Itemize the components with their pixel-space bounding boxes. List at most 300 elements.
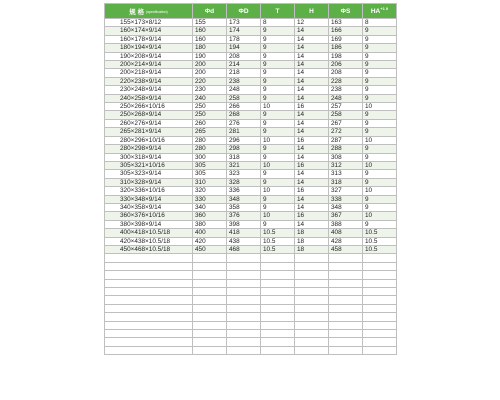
spec-cell: 250×268×9/14	[105, 111, 193, 119]
outer-diameter-header: ΦD	[227, 4, 261, 19]
outer-diameter-cell: 348	[227, 195, 261, 203]
empty-cell	[105, 279, 193, 287]
ha-cell: 9	[363, 61, 397, 69]
outer-diameter-cell: 321	[227, 161, 261, 169]
ha-cell: 10.5	[363, 237, 397, 245]
empty-cell	[295, 338, 329, 346]
empty-row	[105, 329, 397, 337]
empty-cell	[105, 313, 193, 321]
empty-cell	[329, 271, 363, 279]
table-row	[105, 195, 397, 203]
spec-cell: 155×173×8/12	[105, 19, 193, 27]
height-cell: 14	[295, 119, 329, 127]
thickness-cell: 8	[261, 19, 295, 27]
empty-cell	[261, 346, 295, 354]
table-row	[105, 220, 397, 228]
ha-cell: 10	[363, 187, 397, 195]
outer-diameter-cell: 218	[227, 69, 261, 77]
height-cell: 14	[295, 203, 329, 211]
empty-cell	[193, 313, 227, 321]
phi-s-cell: 206	[329, 61, 363, 69]
table-row	[105, 119, 397, 127]
spec-cell: 305×321×10/16	[105, 161, 193, 169]
table-row	[105, 86, 397, 94]
empty-cell	[227, 338, 261, 346]
height-cell: 14	[295, 195, 329, 203]
ha-tolerance: +1 0	[380, 6, 389, 12]
thickness-cell: 10	[261, 161, 295, 169]
outer-diameter-cell: 174	[227, 27, 261, 35]
spec-cell: 450×468×10.5/18	[105, 245, 193, 253]
empty-cell	[261, 279, 295, 287]
spec-cell: 260×276×9/14	[105, 119, 193, 127]
empty-cell	[363, 304, 397, 312]
table-row	[105, 178, 397, 186]
empty-cell	[227, 254, 261, 262]
thickness-cell: 9	[261, 61, 295, 69]
empty-cell	[295, 329, 329, 337]
outer-diameter-cell: 298	[227, 145, 261, 153]
empty-cell	[363, 262, 397, 270]
spec-cell: 280×298×9/14	[105, 145, 193, 153]
outer-diameter-cell: 173	[227, 19, 261, 27]
thickness-cell: 9	[261, 203, 295, 211]
empty-cell	[105, 329, 193, 337]
phi-s-cell: 288	[329, 145, 363, 153]
height-cell: 14	[295, 61, 329, 69]
height-cell: 16	[295, 187, 329, 195]
thickness-cell: 9	[261, 220, 295, 228]
table-row	[105, 61, 397, 69]
spec-cell: 360×376×10/16	[105, 212, 193, 220]
empty-cell	[363, 271, 397, 279]
outer-diameter-cell: 276	[227, 119, 261, 127]
thickness-header: T	[261, 4, 295, 19]
empty-cell	[261, 329, 295, 337]
empty-cell	[105, 262, 193, 270]
phi-s-cell: 327	[329, 187, 363, 195]
empty-cell	[227, 304, 261, 312]
outer-diameter-cell: 194	[227, 44, 261, 52]
spec-cell: 230×248×9/14	[105, 86, 193, 94]
phi-s-cell: 367	[329, 212, 363, 220]
inner-diameter-cell: 160	[193, 27, 227, 35]
inner-diameter-cell: 310	[193, 178, 227, 186]
table-row	[105, 229, 397, 237]
empty-cell	[329, 287, 363, 295]
empty-cell	[105, 271, 193, 279]
inner-diameter-cell: 250	[193, 111, 227, 119]
ha-cell: 9	[363, 203, 397, 211]
spec-cell: 330×348×9/14	[105, 195, 193, 203]
empty-cell	[105, 321, 193, 329]
empty-cell	[227, 346, 261, 354]
empty-row	[105, 321, 397, 329]
empty-cell	[295, 296, 329, 304]
ha-cell: 10	[363, 212, 397, 220]
height-cell: 14	[295, 77, 329, 85]
table-row	[105, 19, 397, 27]
empty-cell	[193, 254, 227, 262]
spec-cell: 200×218×9/14	[105, 69, 193, 77]
thickness-cell: 10	[261, 103, 295, 111]
empty-cell	[329, 321, 363, 329]
height-cell: 14	[295, 170, 329, 178]
table-row	[105, 212, 397, 220]
inner-diameter-cell: 265	[193, 128, 227, 136]
height-cell: 14	[295, 27, 329, 35]
empty-cell	[193, 279, 227, 287]
empty-cell	[295, 304, 329, 312]
ha-cell: 9	[363, 86, 397, 94]
height-cell: 14	[295, 220, 329, 228]
inner-diameter-cell: 280	[193, 136, 227, 144]
empty-cell	[193, 338, 227, 346]
spec-cell: 250×266×10/16	[105, 103, 193, 111]
table-row	[105, 94, 397, 102]
spec-cell: 420×438×10.5/18	[105, 237, 193, 245]
outer-diameter-cell: 208	[227, 52, 261, 60]
empty-cell	[329, 296, 363, 304]
spec-cell: 320×336×10/16	[105, 187, 193, 195]
table-row	[105, 69, 397, 77]
thickness-cell: 9	[261, 111, 295, 119]
spec-header-sub: (specification)	[146, 9, 168, 14]
table-row	[105, 128, 397, 136]
empty-cell	[261, 271, 295, 279]
spec-header	[105, 4, 193, 19]
ha-cell: 9	[363, 111, 397, 119]
outer-diameter-cell: 323	[227, 170, 261, 178]
header-row	[105, 4, 397, 19]
outer-diameter-cell: 266	[227, 103, 261, 111]
empty-cell	[261, 296, 295, 304]
spec-cell: 310×328×9/14	[105, 178, 193, 186]
outer-diameter-cell: 318	[227, 153, 261, 161]
thickness-cell: 10.5	[261, 237, 295, 245]
outer-diameter-cell: 328	[227, 178, 261, 186]
thickness-cell: 10	[261, 187, 295, 195]
thickness-cell: 10	[261, 136, 295, 144]
empty-cell	[329, 338, 363, 346]
empty-cell	[105, 338, 193, 346]
height-cell: 14	[295, 178, 329, 186]
table-row	[105, 145, 397, 153]
height-cell: 14	[295, 153, 329, 161]
empty-row	[105, 287, 397, 295]
empty-cell	[227, 287, 261, 295]
ha-cell: 9	[363, 220, 397, 228]
phi-s-cell: 169	[329, 35, 363, 43]
outer-diameter-cell: 178	[227, 35, 261, 43]
empty-cell	[363, 321, 397, 329]
empty-cell	[295, 271, 329, 279]
phi-s-cell: 248	[329, 94, 363, 102]
empty-cell	[329, 304, 363, 312]
inner-diameter-cell: 380	[193, 220, 227, 228]
outer-diameter-cell: 268	[227, 111, 261, 119]
ha-header-label: HA	[370, 8, 381, 16]
empty-cell	[329, 262, 363, 270]
outer-diameter-cell: 418	[227, 229, 261, 237]
thickness-cell: 9	[261, 35, 295, 43]
table-row	[105, 187, 397, 195]
empty-cell	[227, 296, 261, 304]
outer-diameter-cell: 281	[227, 128, 261, 136]
spec-cell: 300×318×9/14	[105, 153, 193, 161]
phi-s-cell: 313	[329, 170, 363, 178]
spec-cell: 380×398×9/14	[105, 220, 193, 228]
thickness-cell: 9	[261, 170, 295, 178]
phi-s-cell: 312	[329, 161, 363, 169]
ha-header	[363, 4, 397, 19]
empty-cell	[193, 296, 227, 304]
ha-cell: 9	[363, 145, 397, 153]
spec-cell: 220×238×9/14	[105, 77, 193, 85]
ha-cell: 10	[363, 103, 397, 111]
inner-diameter-cell: 340	[193, 203, 227, 211]
empty-cell	[193, 329, 227, 337]
table-row	[105, 44, 397, 52]
inner-diameter-cell: 280	[193, 145, 227, 153]
phi-s-cell: 338	[329, 195, 363, 203]
ha-cell: 9	[363, 94, 397, 102]
ha-cell: 9	[363, 52, 397, 60]
ha-cell: 9	[363, 153, 397, 161]
empty-cell	[261, 304, 295, 312]
inner-diameter-cell: 190	[193, 52, 227, 60]
outer-diameter-cell: 248	[227, 86, 261, 94]
phi-s-cell: 166	[329, 27, 363, 35]
inner-diameter-cell: 200	[193, 69, 227, 77]
inner-diameter-cell: 230	[193, 86, 227, 94]
phi-s-cell: 163	[329, 19, 363, 27]
table-row	[105, 161, 397, 169]
inner-diameter-cell: 300	[193, 153, 227, 161]
phi-s-cell: 428	[329, 237, 363, 245]
spec-cell: 160×174×9/14	[105, 27, 193, 35]
height-cell: 16	[295, 103, 329, 111]
thickness-cell: 10	[261, 212, 295, 220]
empty-cell	[295, 313, 329, 321]
table-row	[105, 103, 397, 111]
thickness-cell: 9	[261, 52, 295, 60]
height-header: H	[295, 4, 329, 19]
height-cell: 16	[295, 212, 329, 220]
empty-cell	[295, 346, 329, 354]
empty-cell	[227, 262, 261, 270]
empty-cell	[193, 271, 227, 279]
inner-diameter-cell: 360	[193, 212, 227, 220]
phi-s-cell: 348	[329, 203, 363, 211]
empty-cell	[295, 287, 329, 295]
thickness-cell: 9	[261, 77, 295, 85]
phi-s-cell: 308	[329, 153, 363, 161]
empty-cell	[329, 329, 363, 337]
table-row	[105, 237, 397, 245]
phi-s-cell: 287	[329, 136, 363, 144]
outer-diameter-cell: 258	[227, 94, 261, 102]
empty-cell	[193, 304, 227, 312]
outer-diameter-cell: 336	[227, 187, 261, 195]
inner-diameter-cell: 450	[193, 245, 227, 253]
table-row	[105, 245, 397, 253]
ha-cell: 9	[363, 35, 397, 43]
table-body	[105, 19, 397, 355]
spec-cell: 280×296×10/16	[105, 136, 193, 144]
table-row	[105, 203, 397, 211]
empty-cell	[363, 287, 397, 295]
spec-cell: 305×323×9/14	[105, 170, 193, 178]
height-cell: 18	[295, 229, 329, 237]
height-cell: 14	[295, 69, 329, 77]
outer-diameter-cell: 296	[227, 136, 261, 144]
inner-diameter-cell: 260	[193, 119, 227, 127]
ha-cell: 8	[363, 19, 397, 27]
thickness-cell: 9	[261, 145, 295, 153]
ha-cell: 9	[363, 128, 397, 136]
empty-cell	[261, 313, 295, 321]
phi-s-cell: 258	[329, 111, 363, 119]
ha-cell: 9	[363, 119, 397, 127]
empty-cell	[295, 254, 329, 262]
height-cell: 14	[295, 128, 329, 136]
empty-cell	[295, 279, 329, 287]
thickness-cell: 9	[261, 86, 295, 94]
inner-diameter-cell: 240	[193, 94, 227, 102]
phi-s-cell: 267	[329, 119, 363, 127]
ha-cell: 10	[363, 136, 397, 144]
phi-s-cell: 198	[329, 52, 363, 60]
ha-cell: 9	[363, 195, 397, 203]
height-cell: 14	[295, 111, 329, 119]
outer-diameter-cell: 214	[227, 61, 261, 69]
table-row	[105, 77, 397, 85]
table-row	[105, 111, 397, 119]
ha-cell: 10.5	[363, 229, 397, 237]
phi-s-cell: 272	[329, 128, 363, 136]
height-cell: 16	[295, 136, 329, 144]
table-row	[105, 27, 397, 35]
empty-cell	[363, 346, 397, 354]
spec-table	[104, 3, 397, 355]
height-cell: 18	[295, 245, 329, 253]
empty-cell	[363, 329, 397, 337]
empty-cell	[261, 338, 295, 346]
empty-cell	[193, 346, 227, 354]
spec-cell: 190×208×9/14	[105, 52, 193, 60]
table-row	[105, 136, 397, 144]
empty-cell	[193, 287, 227, 295]
empty-cell	[363, 296, 397, 304]
thickness-cell: 9	[261, 119, 295, 127]
ha-cell: 9	[363, 44, 397, 52]
inner-diameter-cell: 220	[193, 77, 227, 85]
empty-cell	[227, 279, 261, 287]
height-cell: 16	[295, 161, 329, 169]
empty-cell	[363, 279, 397, 287]
height-cell: 14	[295, 86, 329, 94]
height-cell: 18	[295, 237, 329, 245]
outer-diameter-cell: 358	[227, 203, 261, 211]
empty-cell	[363, 254, 397, 262]
height-cell: 14	[295, 145, 329, 153]
spec-cell: 400×418×10.5/18	[105, 229, 193, 237]
inner-diameter-cell: 305	[193, 170, 227, 178]
inner-diameter-cell: 420	[193, 237, 227, 245]
spec-cell: 265×281×9/14	[105, 128, 193, 136]
spec-cell: 200×214×9/14	[105, 61, 193, 69]
empty-cell	[227, 313, 261, 321]
inner-diameter-cell: 330	[193, 195, 227, 203]
empty-row	[105, 254, 397, 262]
empty-cell	[105, 304, 193, 312]
outer-diameter-cell: 468	[227, 245, 261, 253]
phi-s-header: ΦS	[329, 4, 363, 19]
thickness-cell: 9	[261, 44, 295, 52]
empty-row	[105, 279, 397, 287]
phi-s-cell: 408	[329, 229, 363, 237]
empty-cell	[193, 262, 227, 270]
thickness-cell: 9	[261, 195, 295, 203]
empty-cell	[329, 254, 363, 262]
spec-cell: 240×258×9/14	[105, 94, 193, 102]
empty-cell	[329, 279, 363, 287]
empty-cell	[363, 313, 397, 321]
inner-diameter-header: Φd	[193, 4, 227, 19]
empty-cell	[227, 329, 261, 337]
outer-diameter-cell: 376	[227, 212, 261, 220]
empty-cell	[227, 321, 261, 329]
inner-diameter-cell: 320	[193, 187, 227, 195]
ha-cell: 10.5	[363, 245, 397, 253]
empty-cell	[193, 321, 227, 329]
empty-cell	[261, 254, 295, 262]
outer-diameter-cell: 238	[227, 77, 261, 85]
thickness-cell: 9	[261, 27, 295, 35]
empty-cell	[105, 287, 193, 295]
ha-cell: 9	[363, 69, 397, 77]
outer-diameter-cell: 398	[227, 220, 261, 228]
spec-header-label: 规 格	[129, 8, 145, 16]
phi-s-cell: 208	[329, 69, 363, 77]
inner-diameter-cell: 400	[193, 229, 227, 237]
ha-cell: 10	[363, 161, 397, 169]
phi-s-cell: 257	[329, 103, 363, 111]
table-row	[105, 35, 397, 43]
empty-cell	[329, 313, 363, 321]
empty-cell	[105, 296, 193, 304]
height-cell: 14	[295, 44, 329, 52]
outer-diameter-cell: 438	[227, 237, 261, 245]
empty-cell	[105, 346, 193, 354]
empty-cell	[261, 287, 295, 295]
height-cell: 14	[295, 94, 329, 102]
height-cell: 14	[295, 35, 329, 43]
table-row	[105, 52, 397, 60]
height-cell: 12	[295, 19, 329, 27]
table-row	[105, 153, 397, 161]
thickness-cell: 10.5	[261, 245, 295, 253]
empty-cell	[105, 254, 193, 262]
inner-diameter-cell: 155	[193, 19, 227, 27]
empty-cell	[227, 271, 261, 279]
thickness-cell: 9	[261, 94, 295, 102]
phi-s-cell: 228	[329, 77, 363, 85]
ha-cell: 9	[363, 178, 397, 186]
thickness-cell: 9	[261, 69, 295, 77]
ha-cell: 9	[363, 170, 397, 178]
